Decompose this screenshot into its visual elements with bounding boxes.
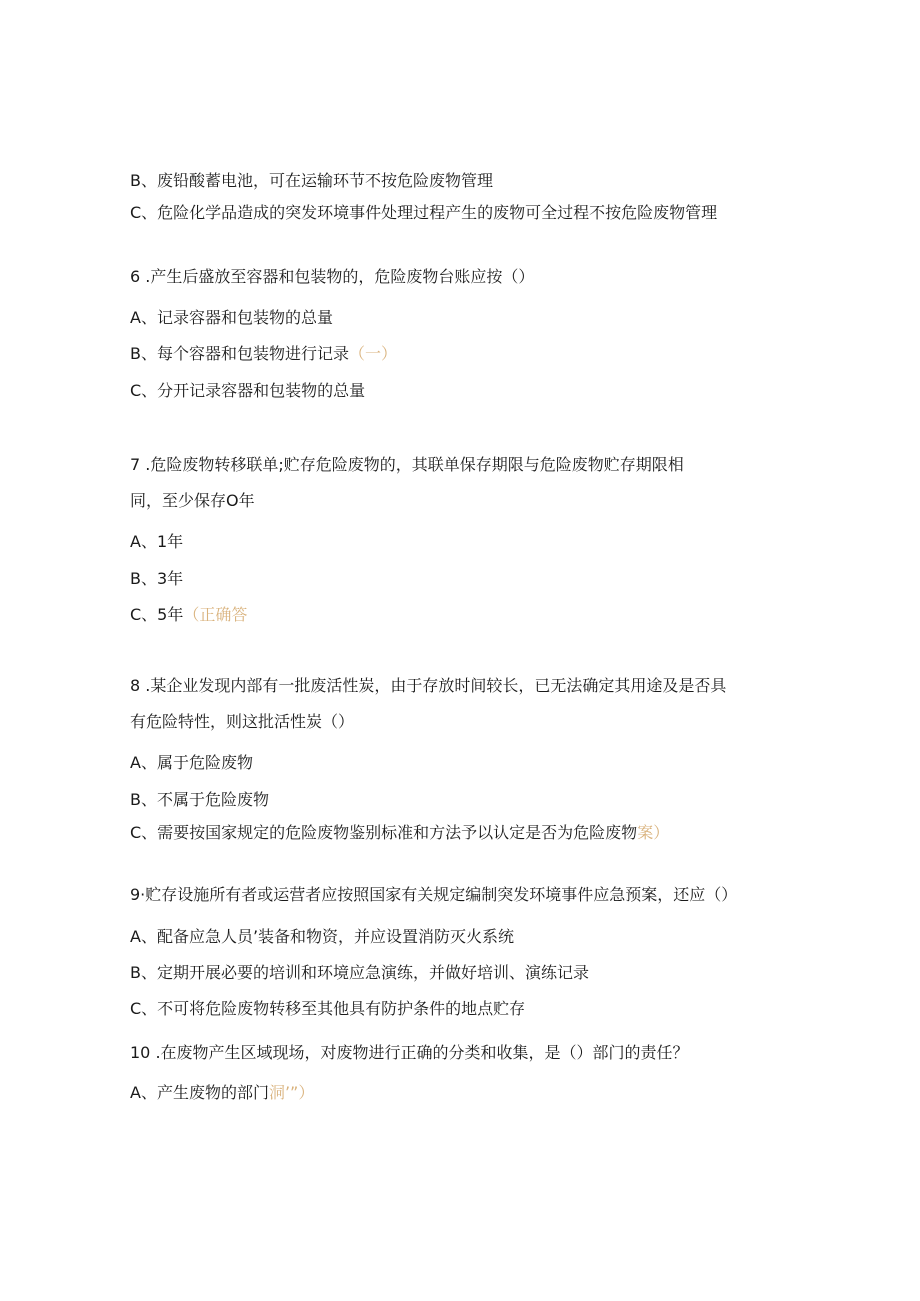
- question-9: 9·贮存设施所有者或运营者应按照国家有关规定编制突发环境事件应急预案，还应（）: [130, 885, 738, 904]
- option-6b: B、每个容器和包装物进行记录（一）: [130, 344, 397, 363]
- option-8b: B、不属于危险废物: [130, 790, 269, 809]
- answer-hint: 洞’”）: [268, 1083, 315, 1102]
- answer-hint: （一）: [348, 344, 397, 363]
- option-7a: A、1年: [130, 532, 184, 551]
- option-5b: B、废铅酸蓄电池，可在运输环节不按危险废物管理: [130, 171, 493, 190]
- option-5c: C、危险化学品造成的突发环境事件处理过程产生的废物可全过程不按危险废物管理: [130, 203, 718, 222]
- answer-hint: 案）: [637, 823, 670, 842]
- option-6c: C、分开记录容器和包装物的总量: [130, 381, 366, 400]
- option-6a: A、记录容器和包装物的总量: [130, 308, 333, 327]
- option-8c: C、需要按国家规定的危险废物鉴别标准和方法予以认定是否为危险废物案）: [130, 823, 670, 842]
- option-10a: A、产生废物的部门洞’”）: [130, 1083, 315, 1102]
- question-8: 8 .某企业发现内部有一批废活性炭，由于存放时间较长，已无法确定其用途及是否具: [130, 676, 727, 695]
- question-10: 10 .在废物产生区域现场，对废物进行正确的分类和收集，是（）部门的责任？: [130, 1043, 689, 1062]
- option-7c: C、5年（正确答: [130, 605, 248, 624]
- question-7-cont: 同，至少保存O年: [130, 491, 255, 510]
- question-7: 7 .危险废物转移联单;贮存危险废物的，其联单保存期限与危险废物贮存期限相: [130, 455, 684, 474]
- question-6: 6 .产生后盛放至容器和包装物的，危险废物台账应按（）: [130, 267, 535, 286]
- option-9b: B、定期开展必要的培训和环境应急演练，并做好培训、演练记录: [130, 963, 589, 982]
- answer-hint: （正确答: [183, 605, 248, 624]
- option-8a: A、属于危险废物: [130, 753, 253, 772]
- question-8-cont: 有危险特性，则这批活性炭（）: [130, 712, 355, 731]
- option-9c: C、不可将危险废物转移至其他具有防护条件的地点贮存: [130, 999, 526, 1018]
- option-9a: A、配备应急人员’装备和物资，并应设置消防灭火系统: [130, 927, 515, 946]
- option-7b: B、3年: [130, 569, 184, 588]
